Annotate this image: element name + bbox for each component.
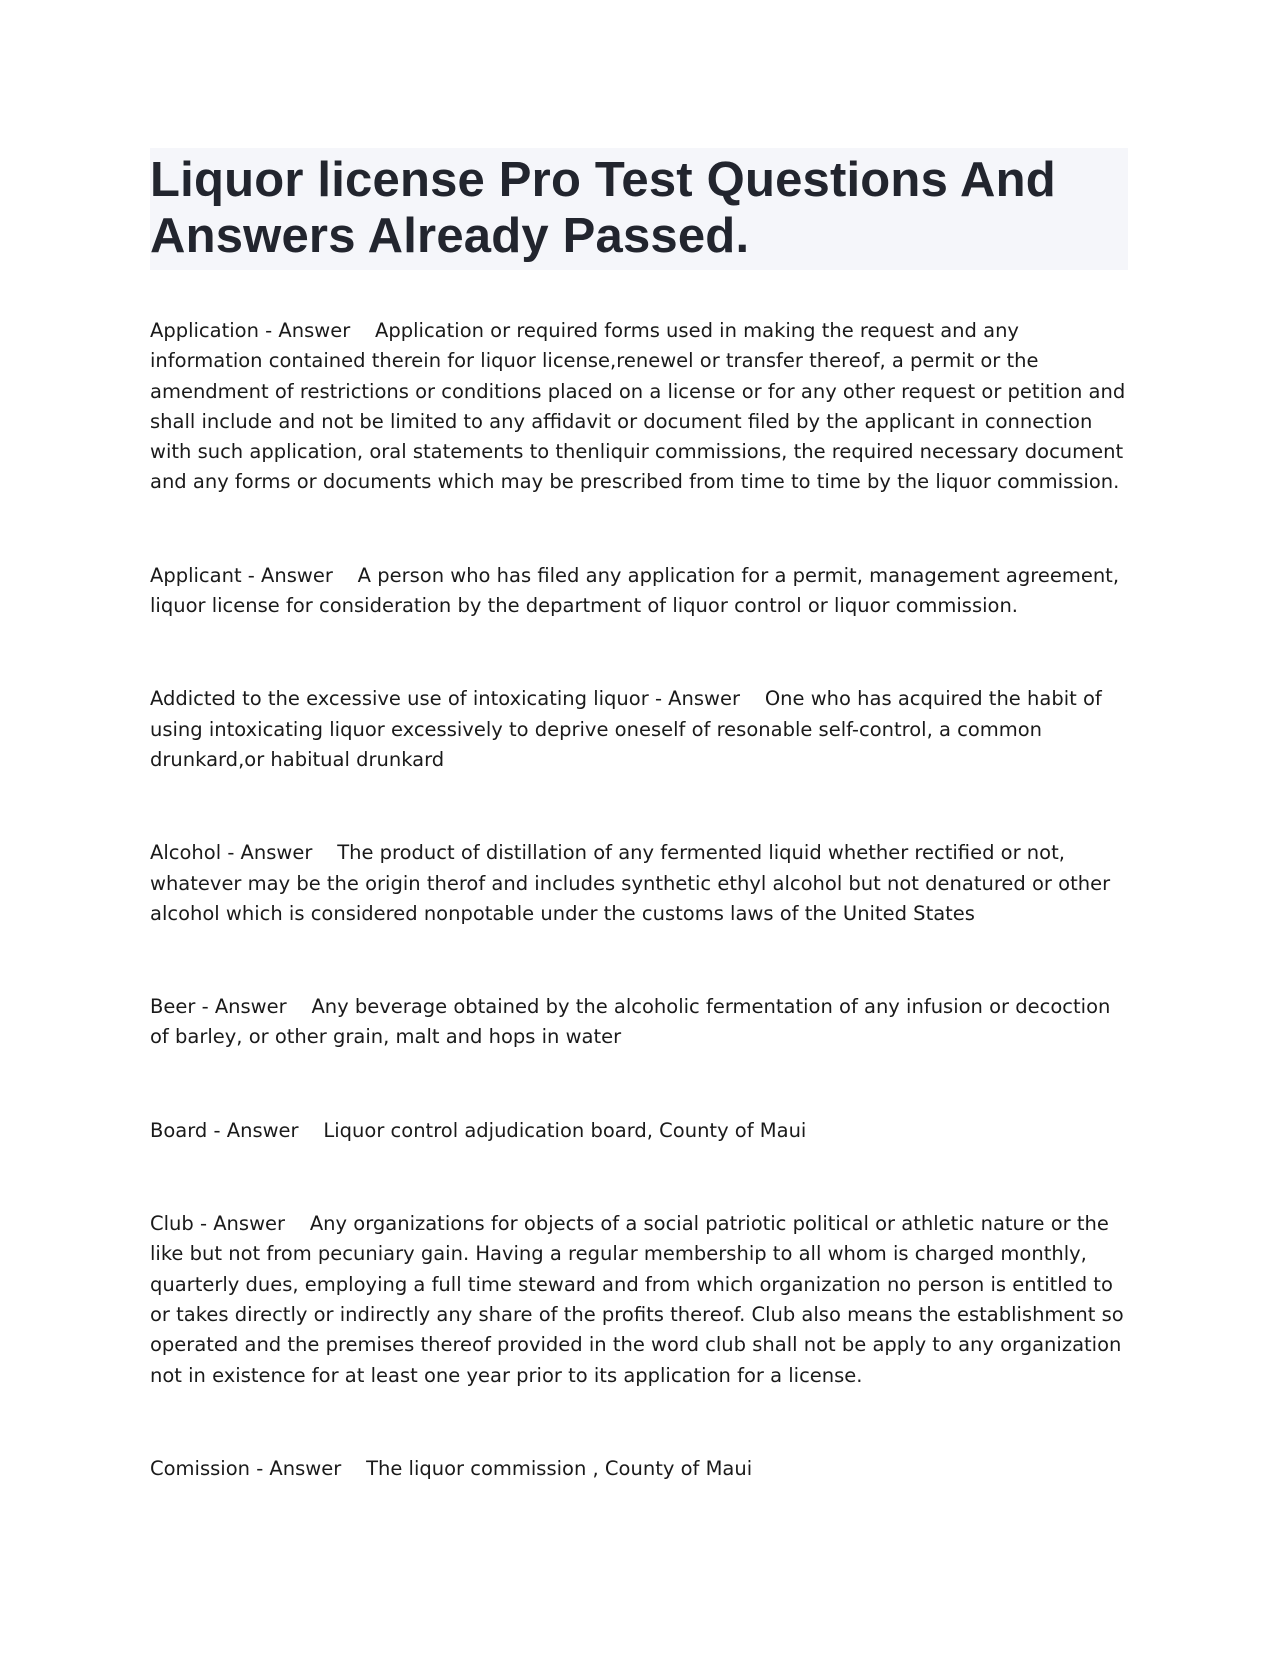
document-page <box>150 148 1128 1484</box>
entry-term: Addicted to the excessive use of intoxicating liquor <box>150 687 649 711</box>
entry-definition: Any beverage obtained by the alcoholic fermentation of any infusion or decoction of barley, or other grain, malt and hops in water <box>150 995 1111 1049</box>
entry-term: Beer <box>150 995 196 1019</box>
document-title: Liquor license Pro Test Questions And Answers Already Passed. <box>150 153 1056 263</box>
entry-definition: One who has acquired the habit of using intoxicating liquor excessively to deprive oneself of resonable self-control, a common drunkard,or habitual drunkard <box>150 687 1102 771</box>
entry-definition: The product of distillation of any fermented liquid whether rectified or not, whatever may be the origin therof and includes synthetic ethyl alcohol but not denatured or other alcohol which is considered nonpotable under the customs laws of the United States <box>150 841 1111 925</box>
entry-club <box>150 1209 1128 1391</box>
entry-list <box>150 316 1128 1484</box>
entry-alcohol <box>150 838 1128 929</box>
entry-term: Club <box>150 1212 194 1236</box>
entry-separator: - Answer <box>648 687 765 711</box>
entry-definition: A person who has filed any application for a permit, management agreement, liquor license for consideration by the department of liquor control or liquor commission. <box>150 563 1120 618</box>
entry-separator: - Answer <box>258 319 376 342</box>
entry-term: Board <box>150 1118 208 1142</box>
entry-definition: The liquor commission , County of Maui <box>366 1456 753 1480</box>
entry-separator: - Answer <box>250 1456 367 1480</box>
title-block <box>150 148 1128 270</box>
entry-separator: - Answer <box>221 841 338 865</box>
entry-separator: - Answer <box>207 1118 324 1142</box>
entry-board <box>150 1116 1128 1146</box>
entry-term: Applicant <box>150 563 242 587</box>
entry-definition: Any organizations for objects of a social patriotic political or athletic nature or the like but not from pecuniary gain. Having a regular membership to all whom is charged monthly, quarterly dues, employing a full time steward and from which organization no person is entitled to or takes directly or indirectly any share of the profits thereof. Club also means the establishment so operated and the premises thereof provided in the word club shall not be apply to any organization not in existence for at least one year prior to its application for a license. <box>150 1212 1124 1387</box>
entry-term: Alcohol <box>150 841 222 865</box>
entry-term: Application <box>150 319 259 342</box>
entry-separator: - Answer <box>193 1212 310 1236</box>
entry-comission <box>150 1454 1128 1484</box>
entry-beer <box>150 992 1128 1053</box>
entry-definition: Application or required forms used in making the request and any information contained therein for liquor license,renewel or transfer thereof, a permit or the amendment of restrictions or conditions placed on a license or for any other request or petition and shall include and not be limited to any affidavit or document filed by the applicant in connection with such application, oral statements to thenliquir commissions, the required necessary document and any forms or documents which may be prescribed from time to time by the liquor commission. <box>150 319 1126 494</box>
entry-term: Comission <box>150 1456 250 1480</box>
entry-addicted <box>150 684 1128 775</box>
entry-separator: - Answer <box>195 995 312 1019</box>
entry-applicant <box>150 561 1128 622</box>
entry-separator: - Answer <box>241 563 358 587</box>
entry-application <box>150 316 1128 498</box>
entry-definition: Liquor control adjudication board, County of Maui <box>323 1118 807 1142</box>
